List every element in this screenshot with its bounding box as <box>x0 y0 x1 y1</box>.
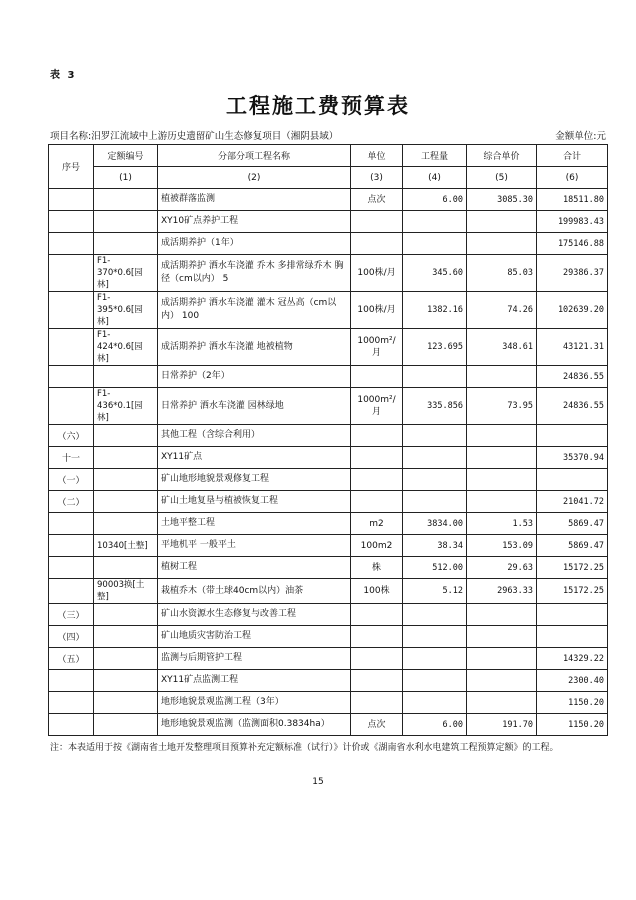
cell-seq <box>49 670 94 692</box>
cell-unit <box>351 425 403 447</box>
cell-price <box>467 604 537 626</box>
cell-qty: 6.00 <box>403 714 467 736</box>
cell-qty: 123.695 <box>403 329 467 366</box>
cell-code <box>94 469 158 491</box>
cell-seq <box>49 366 94 388</box>
cell-price <box>467 425 537 447</box>
cell-total: 5869.47 <box>537 535 608 557</box>
cell-unit <box>351 648 403 670</box>
table-row <box>49 425 608 447</box>
cell-unit <box>351 447 403 469</box>
cell-qty: 6.00 <box>403 189 467 211</box>
cell-qty: 3834.00 <box>403 513 467 535</box>
cell-seq: （二） <box>49 491 94 513</box>
cell-price <box>467 648 537 670</box>
cell-code: 90003换[土整] <box>94 579 158 604</box>
cell-code <box>94 189 158 211</box>
cell-name: 成活期养护 洒水车浇灌 地被植物 <box>158 329 351 366</box>
cell-qty: 5.12 <box>403 579 467 604</box>
cell-price <box>467 692 537 714</box>
col-num: (4) <box>403 167 467 189</box>
table-row <box>49 189 608 211</box>
cell-total: 35370.94 <box>537 447 608 469</box>
footnote: 注：本表适用于按《湖南省土地开发整理项目预算补充定额标准（试行）》计价或《湖南省水利水电建筑工程预算定额》的工程。 <box>50 743 559 753</box>
cell-seq <box>49 579 94 604</box>
cell-code <box>94 670 158 692</box>
cell-price: 85.03 <box>467 255 537 292</box>
cell-total: 199983.43 <box>537 211 608 233</box>
cell-price: 73.95 <box>467 388 537 425</box>
cell-name: 矿山土地复垦与植被恢复工程 <box>158 491 351 513</box>
table-row <box>49 535 608 557</box>
cell-name: 成活期养护（1年） <box>158 233 351 255</box>
header-name: 分部分项工程名称 <box>158 145 351 167</box>
table-row <box>49 714 608 736</box>
cell-code <box>94 211 158 233</box>
cell-qty <box>403 425 467 447</box>
cell-price <box>467 366 537 388</box>
table-label: 表 3 <box>50 70 77 81</box>
cell-total: 21041.72 <box>537 491 608 513</box>
cell-seq <box>49 292 94 329</box>
table-row <box>49 469 608 491</box>
cell-seq <box>49 329 94 366</box>
cell-qty <box>403 692 467 714</box>
cell-name: 成活期养护 洒水车浇灌 乔木 多排常绿乔木 胸径（cm以内） 5 <box>158 255 351 292</box>
cell-total: 1150.20 <box>537 714 608 736</box>
cell-qty <box>403 648 467 670</box>
cell-qty: 1382.16 <box>403 292 467 329</box>
cell-qty: 335.856 <box>403 388 467 425</box>
cell-code <box>94 447 158 469</box>
cell-total: 29386.37 <box>537 255 608 292</box>
cell-unit <box>351 626 403 648</box>
table-body <box>49 189 608 736</box>
cell-qty <box>403 491 467 513</box>
cell-code <box>94 513 158 535</box>
cell-total: 102639.20 <box>537 292 608 329</box>
cell-code <box>94 557 158 579</box>
cell-qty <box>403 626 467 648</box>
cell-name: 矿山地形地貌景观修复工程 <box>158 469 351 491</box>
cell-price: 2963.33 <box>467 579 537 604</box>
cell-seq <box>49 535 94 557</box>
cell-price: 191.70 <box>467 714 537 736</box>
cell-seq: （五） <box>49 648 94 670</box>
table-row <box>49 447 608 469</box>
header-code: 定额编号 <box>94 145 158 167</box>
cell-qty: 38.34 <box>403 535 467 557</box>
cell-name: XY10矿点养护工程 <box>158 211 351 233</box>
cell-unit: 100株 <box>351 579 403 604</box>
cell-seq <box>49 189 94 211</box>
cell-seq: （四） <box>49 626 94 648</box>
col-num: (2) <box>158 167 351 189</box>
cell-unit <box>351 604 403 626</box>
cell-seq <box>49 513 94 535</box>
cell-unit <box>351 233 403 255</box>
cell-name: 地形地貌景观监测（监测面积0.3834ha） <box>158 714 351 736</box>
col-num: (3) <box>351 167 403 189</box>
cell-total: 15172.25 <box>537 557 608 579</box>
cell-seq <box>49 233 94 255</box>
cell-code <box>94 692 158 714</box>
cell-qty <box>403 211 467 233</box>
budget-table <box>48 144 608 736</box>
cell-seq <box>49 714 94 736</box>
cell-total: 175146.88 <box>537 233 608 255</box>
cell-name: 日常养护 洒水车浇灌 园林绿地 <box>158 388 351 425</box>
cell-total: 14329.22 <box>537 648 608 670</box>
cell-code <box>94 366 158 388</box>
cell-qty: 345.60 <box>403 255 467 292</box>
cell-seq <box>49 557 94 579</box>
cell-seq <box>49 692 94 714</box>
cell-unit: 1000m²/月 <box>351 388 403 425</box>
cell-qty <box>403 604 467 626</box>
cell-total: 24836.55 <box>537 366 608 388</box>
cell-seq: （一） <box>49 469 94 491</box>
project-name: 项目名称:汨罗江流域中上游历史遗留矿山生态修复项目（湘阴县域） <box>50 131 339 142</box>
cell-price: 74.26 <box>467 292 537 329</box>
cell-price: 153.09 <box>467 535 537 557</box>
cell-unit: 1000m²/月 <box>351 329 403 366</box>
cell-name: 监测与后期管护工程 <box>158 648 351 670</box>
column-number-row <box>49 167 608 189</box>
cell-name: 平地机平 一般平土 <box>158 535 351 557</box>
cell-name: 成活期养护 洒水车浇灌 灌木 冠丛高（cm以内） 100 <box>158 292 351 329</box>
cell-qty <box>403 233 467 255</box>
cell-name: XY11矿点监测工程 <box>158 670 351 692</box>
header-price: 综合单价 <box>467 145 537 167</box>
cell-qty <box>403 469 467 491</box>
cell-unit <box>351 692 403 714</box>
table-row <box>49 670 608 692</box>
cell-name: 土地平整工程 <box>158 513 351 535</box>
header-total: 合计 <box>537 145 608 167</box>
cell-price: 1.53 <box>467 513 537 535</box>
table-row <box>49 513 608 535</box>
cell-code <box>94 425 158 447</box>
table-row <box>49 388 608 425</box>
table-row <box>49 557 608 579</box>
cell-unit <box>351 491 403 513</box>
cell-code <box>94 604 158 626</box>
cell-code: F1-424*0.6[园林] <box>94 329 158 366</box>
cell-seq <box>49 388 94 425</box>
cell-price <box>467 447 537 469</box>
cell-unit: m2 <box>351 513 403 535</box>
header-row <box>49 145 608 167</box>
header-unit: 单位 <box>351 145 403 167</box>
col-num: (5) <box>467 167 537 189</box>
cell-price <box>467 491 537 513</box>
cell-unit: 点次 <box>351 189 403 211</box>
cell-total <box>537 626 608 648</box>
cell-code: F1-436*0.1[园林] <box>94 388 158 425</box>
table-row <box>49 233 608 255</box>
cell-name: 地形地貌景观监测工程（3年） <box>158 692 351 714</box>
cell-code <box>94 233 158 255</box>
cell-total: 18511.80 <box>537 189 608 211</box>
cell-qty <box>403 366 467 388</box>
table-row <box>49 255 608 292</box>
cell-price: 29.63 <box>467 557 537 579</box>
cell-unit: 株 <box>351 557 403 579</box>
cell-name: 植树工程 <box>158 557 351 579</box>
cell-total: 1150.20 <box>537 692 608 714</box>
header-seq: 序号 <box>49 145 94 189</box>
cell-total <box>537 604 608 626</box>
cell-name: XY11矿点 <box>158 447 351 469</box>
cell-code <box>94 648 158 670</box>
cell-price <box>467 469 537 491</box>
header-qty: 工程量 <box>403 145 467 167</box>
cell-unit: 100株/月 <box>351 292 403 329</box>
table-row <box>49 604 608 626</box>
cell-code <box>94 714 158 736</box>
cell-name: 矿山地质灾害防治工程 <box>158 626 351 648</box>
cell-total <box>537 469 608 491</box>
cell-name: 日常养护（2年） <box>158 366 351 388</box>
cell-unit: 100株/月 <box>351 255 403 292</box>
cell-price <box>467 670 537 692</box>
cell-total: 15172.25 <box>537 579 608 604</box>
col-num: (6) <box>537 167 608 189</box>
cell-price: 3085.30 <box>467 189 537 211</box>
table-row <box>49 366 608 388</box>
table-row <box>49 211 608 233</box>
cell-price <box>467 626 537 648</box>
cell-unit <box>351 366 403 388</box>
cell-seq <box>49 211 94 233</box>
cell-unit <box>351 211 403 233</box>
cell-seq: （六） <box>49 425 94 447</box>
col-num: (1) <box>94 167 158 189</box>
cell-seq: （三） <box>49 604 94 626</box>
cell-total <box>537 425 608 447</box>
cell-price <box>467 233 537 255</box>
cell-code <box>94 626 158 648</box>
table-row <box>49 491 608 513</box>
page-number: 15 <box>312 777 324 787</box>
cell-name: 其他工程（含综合利用） <box>158 425 351 447</box>
table-row <box>49 648 608 670</box>
table-row <box>49 626 608 648</box>
cell-code <box>94 491 158 513</box>
table-row <box>49 692 608 714</box>
cell-seq: 十一 <box>49 447 94 469</box>
cell-seq <box>49 255 94 292</box>
cell-qty: 512.00 <box>403 557 467 579</box>
table-row <box>49 329 608 366</box>
cell-name: 植被群落监测 <box>158 189 351 211</box>
cell-code: F1-370*0.6[园林] <box>94 255 158 292</box>
cell-total: 43121.31 <box>537 329 608 366</box>
cell-code: 10340[土整] <box>94 535 158 557</box>
cell-unit <box>351 469 403 491</box>
cell-name: 矿山水资源水生态修复与改善工程 <box>158 604 351 626</box>
cell-price: 348.61 <box>467 329 537 366</box>
cell-unit <box>351 670 403 692</box>
table-row <box>49 292 608 329</box>
cell-unit: 100m2 <box>351 535 403 557</box>
cell-qty <box>403 447 467 469</box>
cell-unit: 点次 <box>351 714 403 736</box>
page-title: 工程施工费预算表 <box>226 94 410 118</box>
amount-unit: 金额单位:元 <box>555 131 606 142</box>
cell-total: 24836.55 <box>537 388 608 425</box>
cell-code: F1-395*0.6[园林] <box>94 292 158 329</box>
cell-total: 2300.40 <box>537 670 608 692</box>
cell-price <box>467 211 537 233</box>
cell-name: 栽植乔木（带土球40cm以内）油茶 <box>158 579 351 604</box>
table-row <box>49 579 608 604</box>
cell-total: 5869.47 <box>537 513 608 535</box>
cell-qty <box>403 670 467 692</box>
